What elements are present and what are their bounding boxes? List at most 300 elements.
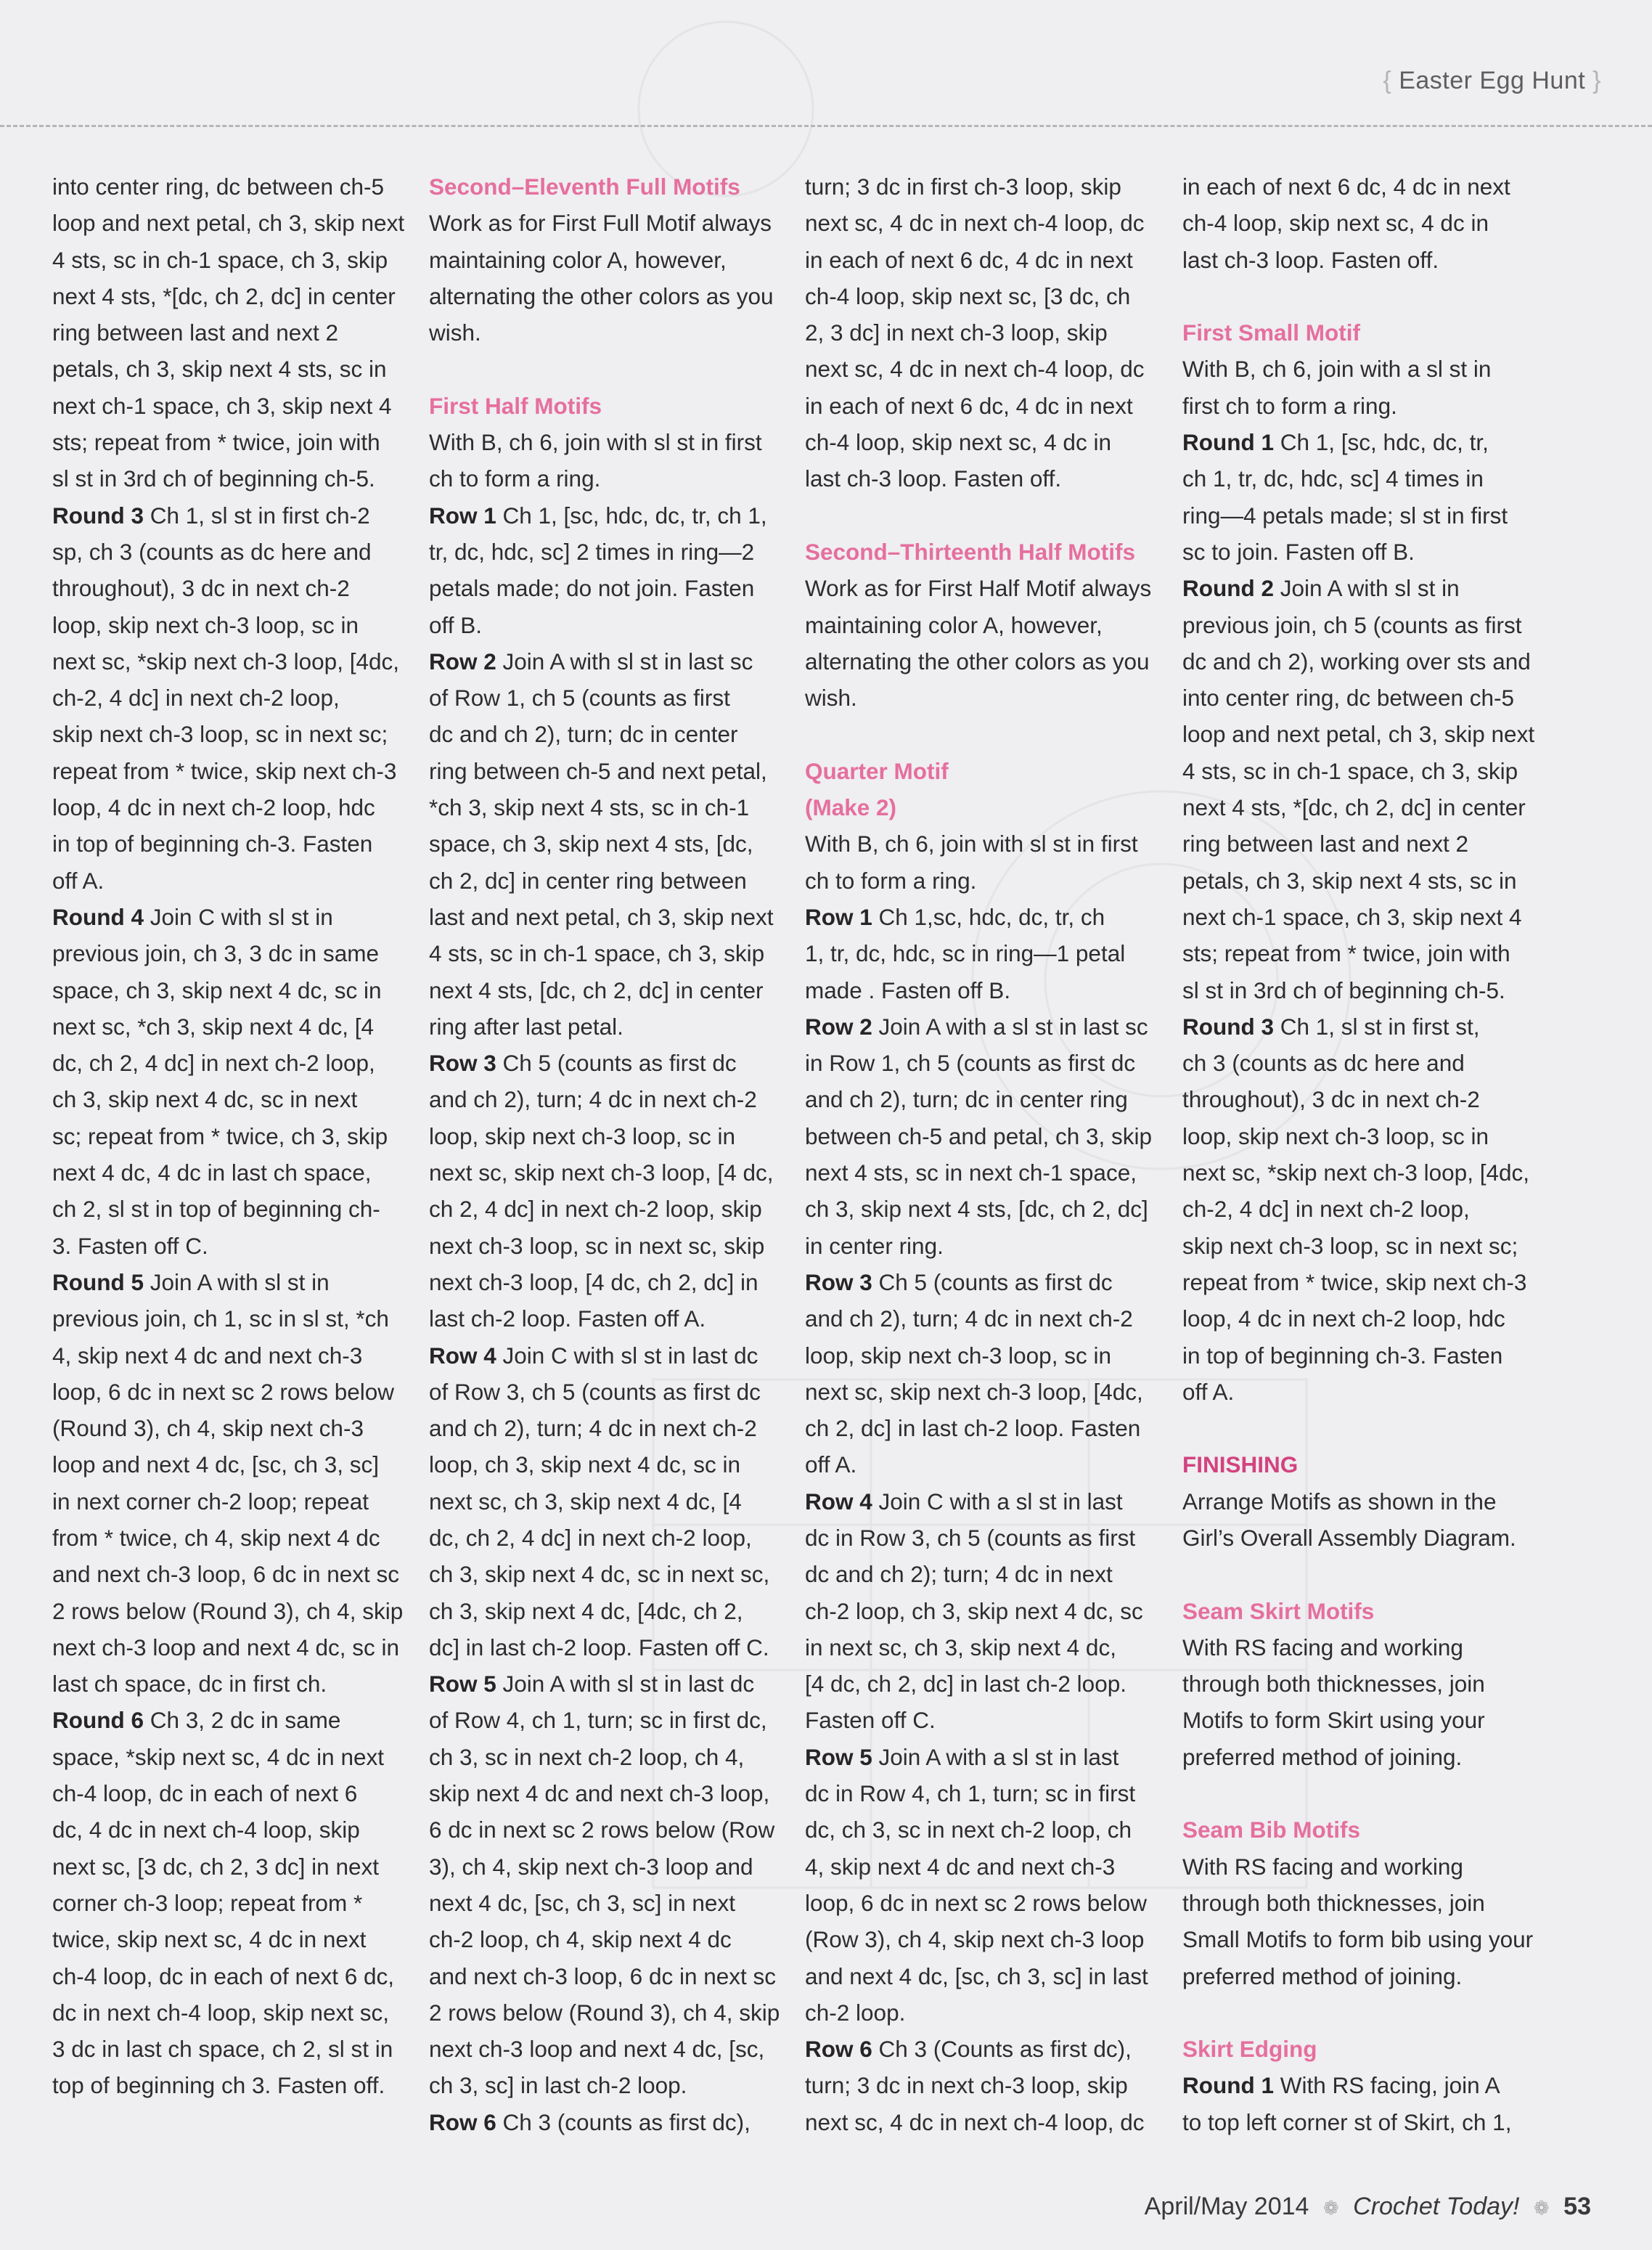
- text-line: [52, 1958, 393, 1994]
- text-line: [1182, 1739, 1524, 1775]
- text-line: [1182, 460, 1524, 497]
- instruction-text: dc in Row 4, ch 1, turn; sc in first: [805, 1780, 1136, 1807]
- instruction-text: ring—4 petals made; sl st in first: [1182, 502, 1508, 529]
- text-line: [1182, 899, 1524, 935]
- heading-text: Quarter Motif: [805, 757, 949, 784]
- heading-text: First Half Motifs: [429, 392, 602, 419]
- text-line: [1182, 1300, 1524, 1337]
- instruction-text: loop and next petal, ch 3, skip next: [1182, 721, 1535, 748]
- text-line: [429, 424, 770, 460]
- instruction-text: ch-2 loop.: [805, 1999, 906, 2026]
- instruction-text: next sc, skip next ch-3 loop, [4 dc,: [429, 1159, 774, 1186]
- text-line: [805, 1739, 1146, 1775]
- text-line: [805, 1045, 1146, 1081]
- text-line: [805, 1483, 1146, 1520]
- instruction-text: *ch 3, skip next 4 sts, sc in ch-1: [429, 794, 750, 821]
- instruction-text: space, *skip next sc, 4 dc in next: [52, 1743, 384, 1770]
- instruction-text: Join C with sl st in: [144, 903, 333, 930]
- text-line: [429, 242, 770, 278]
- text-line: [805, 899, 1146, 935]
- text-line: [805, 1374, 1146, 1410]
- text-line: [52, 899, 393, 935]
- text-line: [805, 168, 1146, 205]
- text-line: [805, 972, 1146, 1008]
- text-line: [1182, 1337, 1524, 1374]
- text-line: [805, 278, 1146, 314]
- text-line: [429, 460, 770, 497]
- instruction-text: of Row 3, ch 5 (counts as first dc: [429, 1378, 761, 1405]
- text-line: [805, 424, 1146, 460]
- text-line: [1182, 1666, 1524, 1702]
- text-line: [429, 1885, 770, 1921]
- instruction-text: Ch 5 (counts as first dc: [872, 1268, 1113, 1295]
- text-line: [429, 2067, 770, 2103]
- instruction-text: previous join, ch 1, sc in sl st, *ch: [52, 1305, 389, 1332]
- step-label: Round 2: [1182, 575, 1274, 602]
- text-line: [805, 1702, 1146, 1738]
- instruction-text: off B.: [429, 611, 482, 638]
- instruction-text: sc; repeat from * twice, ch 3, skip: [52, 1122, 388, 1149]
- text-line: [429, 1775, 770, 1811]
- text-line: [52, 1739, 393, 1775]
- issue-date: April/May 2014: [1144, 2193, 1309, 2220]
- text-line: [429, 1410, 770, 1446]
- text-line: [52, 607, 393, 643]
- text-line: [429, 826, 770, 862]
- instruction-text: next sc, ch 3, skip next 4 dc, [4: [429, 1488, 742, 1515]
- text-line: [805, 1264, 1146, 1300]
- instruction-text: ch 1, tr, dc, hdc, sc] 4 times in: [1182, 465, 1484, 492]
- text-line: [1182, 1154, 1529, 1191]
- step-label: Row 4: [429, 1342, 496, 1369]
- instruction-text: next ch-3 loop and next 4 dc, sc in: [52, 1634, 400, 1660]
- text-line: [805, 1666, 1146, 1702]
- instruction-text: next sc, *skip next ch-3 loop, [4dc,: [1182, 1159, 1529, 1186]
- text-column-1: [52, 168, 405, 2104]
- text-line: [429, 753, 770, 789]
- instruction-text: last ch-3 loop. Fasten off.: [805, 465, 1062, 492]
- text-line: [429, 1958, 777, 1994]
- text-line: [805, 1410, 1146, 1446]
- instruction-text: loop, 6 dc in next sc 2 rows below: [52, 1378, 394, 1405]
- section-heading: [1182, 1593, 1524, 1629]
- instruction-text: ch 2, dc] in last ch-2 loop. Fasten: [805, 1415, 1141, 1442]
- header-divider: [0, 125, 1652, 127]
- text-line: [805, 826, 1146, 862]
- instruction-text: throughout), 3 dc in next ch-2: [1182, 1086, 1480, 1113]
- paragraph-gap: [1182, 1775, 1524, 1811]
- instruction-text: sts; repeat from * twice, join with: [52, 429, 380, 456]
- instruction-text: Join A with a sl st in last: [872, 1743, 1119, 1770]
- instruction-text: first ch to form a ring.: [1182, 392, 1397, 419]
- page-footer: [1145, 2193, 1591, 2221]
- text-line: [52, 1008, 393, 1045]
- instruction-text: in each of next 6 dc, 4 dc in next: [805, 246, 1133, 273]
- step-label: Row 6: [429, 2108, 496, 2135]
- instruction-text: ch 3, skip next 4 dc, [4dc, ch 2,: [429, 1597, 743, 1624]
- instruction-text: skip next 4 dc and next ch-3 loop,: [429, 1780, 770, 1807]
- text-line: [429, 1739, 770, 1775]
- instruction-text: With B, ch 6, join with a sl st in: [1182, 356, 1492, 383]
- instruction-text: Ch 3, 2 dc in same: [144, 1707, 341, 1734]
- instruction-text: through both thicknesses, join: [1182, 1671, 1485, 1697]
- instruction-text: in top of beginning ch-3. Fasten: [1182, 1342, 1503, 1369]
- instruction-text: ch to form a ring.: [429, 465, 601, 492]
- instruction-text: skip next ch-3 loop, sc in next sc;: [52, 721, 388, 748]
- text-line: [52, 242, 393, 278]
- instruction-text: loop, skip next ch-3 loop, sc in: [52, 611, 359, 638]
- instruction-text: 3. Fasten off C.: [52, 1232, 208, 1259]
- instruction-text: and ch 2), turn; 4 dc in next ch-2: [805, 1305, 1133, 1332]
- instruction-text: ch 2, 4 dc] in next ch-2 loop, skip: [429, 1196, 762, 1223]
- text-line: [805, 1811, 1146, 1848]
- text-line: [429, 1666, 770, 1702]
- instruction-text: 4 sts, sc in ch-1 space, ch 3, skip: [52, 246, 388, 273]
- text-line: [1182, 826, 1524, 862]
- heading-text: FINISHING: [1182, 1451, 1299, 1478]
- instruction-text: ch 3, skip next 4 dc, sc in next: [52, 1086, 358, 1113]
- instruction-text: last ch-2 loop. Fasten off A.: [429, 1305, 706, 1332]
- text-line: [429, 1008, 770, 1045]
- text-line: [52, 1629, 400, 1666]
- text-line: [805, 1848, 1146, 1885]
- instruction-text: petals made; do not join. Fasten: [429, 575, 755, 602]
- instruction-text: wish.: [805, 685, 857, 712]
- instruction-text: ch-4 loop, dc in each of next 6 dc,: [52, 1962, 395, 1989]
- instruction-text: Girl’s Overall Assembly Diagram.: [1182, 1524, 1516, 1551]
- instruction-text: maintaining color A, however,: [805, 611, 1103, 638]
- text-line: [1182, 789, 1524, 826]
- text-line: [1182, 351, 1524, 387]
- instruction-text: Join A with sl st in last dc: [496, 1671, 755, 1697]
- text-line: [52, 1994, 393, 2031]
- instruction-text: With B, ch 6, join with sl st in first: [429, 429, 762, 456]
- instruction-text: ch 3, sc in next ch-2 loop, ch 4,: [429, 1743, 745, 1770]
- instruction-text: twice, skip next sc, 4 dc in next: [52, 1926, 367, 1953]
- step-label: Round 3: [52, 502, 144, 529]
- separator-dot-icon: ❁: [1322, 2197, 1339, 2219]
- text-line: [805, 935, 1146, 971]
- text-line: [429, 1702, 770, 1738]
- section-heading: [1182, 1811, 1524, 1848]
- text-line: [1182, 935, 1524, 971]
- text-line: [1182, 242, 1524, 278]
- text-line: [52, 205, 405, 241]
- instruction-text: and next ch-3 loop, 6 dc in next sc: [429, 1962, 777, 1989]
- instruction-text: ch-4 loop, skip next sc, 4 dc in: [805, 429, 1111, 456]
- instruction-text: With RS facing, join A: [1274, 2072, 1500, 2099]
- instruction-text: Work as for First Half Motif always: [805, 575, 1152, 602]
- instruction-text: repeat from * twice, skip next ch-3: [1182, 1268, 1527, 1295]
- instruction-text: and ch 2), turn; dc in center ring: [805, 1086, 1128, 1113]
- text-line: [1182, 643, 1531, 680]
- instruction-text: loop and next 4 dc, [sc, ch 3, sc]: [52, 1451, 379, 1478]
- instruction-text: next sc, 4 dc in next ch-4 loop, dc: [805, 210, 1145, 237]
- instruction-text: ch to form a ring.: [805, 867, 977, 894]
- text-line: [1182, 168, 1524, 205]
- text-line: [429, 1081, 770, 1117]
- instruction-text: ch 3 (counts as dc here and: [1182, 1050, 1465, 1077]
- step-label: Row 1: [429, 502, 496, 529]
- text-line: [429, 1994, 780, 2031]
- instruction-text: and next ch-3 loop, 6 dc in next sc: [52, 1561, 400, 1588]
- instruction-text: in top of beginning ch-3. Fasten: [52, 831, 373, 857]
- instruction-text: ch 2, dc] in center ring between: [429, 867, 747, 894]
- instruction-text: Arrange Motifs as shown in the: [1182, 1488, 1497, 1515]
- text-line: [52, 863, 393, 899]
- text-line: [805, 460, 1146, 497]
- instruction-text: sl st in 3rd ch of beginning ch-5.: [52, 465, 375, 492]
- text-line: [805, 1337, 1146, 1374]
- instruction-text: Ch 3 (Counts as first dc),: [872, 2036, 1132, 2063]
- text-line: [52, 680, 393, 716]
- text-line: [429, 789, 770, 826]
- paragraph-gap: [1182, 1556, 1524, 1592]
- text-line: [805, 1081, 1146, 1117]
- instruction-text: next ch-1 space, ch 3, skip next 4: [1182, 903, 1522, 930]
- heading-text: Seam Skirt Motifs: [1182, 1597, 1375, 1624]
- section-heading: [1182, 2031, 1524, 2067]
- text-line: [805, 1118, 1153, 1154]
- instruction-text: of Row 1, ch 5 (counts as first: [429, 685, 730, 712]
- instruction-text: next sc, skip next ch-3 loop, [4dc,: [805, 1378, 1143, 1405]
- instruction-text: Fasten off C.: [805, 1707, 936, 1734]
- instruction-text: (Round 3), ch 4, skip next ch-3: [52, 1415, 364, 1442]
- instruction-text: next sc, *skip next ch-3 loop, [4dc,: [52, 648, 399, 674]
- text-line: [52, 168, 393, 205]
- text-line: [52, 570, 393, 606]
- instruction-text: off A.: [52, 867, 105, 894]
- instruction-text: loop, skip next ch-3 loop, sc in: [429, 1122, 735, 1149]
- text-line: [1182, 570, 1524, 606]
- instruction-text: in Row 1, ch 5 (counts as first dc: [805, 1050, 1136, 1077]
- instruction-text: 1, tr, dc, hdc, sc in ring—1 petal: [805, 940, 1126, 967]
- text-line: [805, 1921, 1146, 1957]
- text-line: [1182, 205, 1524, 241]
- text-line: [805, 1191, 1146, 1227]
- instruction-text: preferred method of joining.: [1182, 1962, 1463, 1989]
- instruction-text: ring between last and next 2: [52, 319, 339, 346]
- text-line: [1182, 1483, 1524, 1520]
- instruction-text: Join C with sl st in last dc: [496, 1342, 758, 1369]
- instruction-text: next 4 dc, 4 dc in last ch space,: [52, 1159, 372, 1186]
- text-line: [52, 534, 393, 570]
- instruction-text: Ch 1, [sc, hdc, dc, tr,: [1274, 429, 1489, 456]
- instruction-text: preferred method of joining.: [1182, 1743, 1463, 1770]
- instruction-text: [4 dc, ch 2, dc] in last ch-2 loop.: [805, 1671, 1126, 1697]
- text-line: [429, 1045, 770, 1081]
- instruction-text: from * twice, ch 4, skip next 4 dc: [52, 1524, 380, 1551]
- instruction-text: With RS facing and working: [1182, 1853, 1463, 1880]
- instruction-text: loop, skip next ch-3 loop, sc in: [805, 1342, 1111, 1369]
- text-line: [52, 1556, 400, 1592]
- instruction-text: next ch-1 space, ch 3, skip next 4: [52, 392, 392, 419]
- text-column-2: [429, 168, 780, 2140]
- instruction-text: in next sc, ch 3, skip next 4 dc,: [805, 1634, 1116, 1660]
- text-line: [52, 1118, 393, 1154]
- text-line: [52, 1775, 393, 1811]
- instruction-text: With RS facing and working: [1182, 1634, 1463, 1660]
- instruction-text: skip next ch-3 loop, sc in next sc;: [1182, 1232, 1518, 1259]
- text-line: [429, 1593, 770, 1629]
- instruction-text: alternating the other colors as you: [805, 648, 1150, 674]
- heading-text: First Small Motif: [1182, 319, 1361, 346]
- text-line: [52, 643, 399, 680]
- text-line: [429, 1300, 770, 1337]
- text-line: [52, 1264, 393, 1300]
- instruction-text: top of beginning ch 3. Fasten off.: [52, 2072, 385, 2099]
- instruction-text: sc to join. Fasten off B.: [1182, 538, 1415, 565]
- text-line: [805, 1994, 1146, 2031]
- instruction-text: Small Motifs to form bib using your: [1182, 1926, 1534, 1953]
- text-line: [429, 1556, 770, 1592]
- text-line: [52, 278, 396, 314]
- instruction-text: loop and next petal, ch 3, skip next: [52, 210, 405, 237]
- text-line: [805, 570, 1152, 606]
- paragraph-gap: [1182, 1410, 1524, 1446]
- instruction-text: in center ring.: [805, 1232, 944, 1259]
- text-line: [1182, 1374, 1524, 1410]
- step-label: Round 5: [52, 1268, 144, 1295]
- text-line: [1182, 2067, 1524, 2103]
- text-line: [52, 2067, 393, 2103]
- instruction-text: ring between last and next 2: [1182, 831, 1469, 857]
- instruction-text: next 4 sts, *[dc, ch 2, dc] in center: [1182, 794, 1526, 821]
- text-line: [52, 1081, 393, 1117]
- brace-left: {: [1383, 67, 1399, 94]
- text-line: [429, 570, 770, 606]
- text-line: [429, 2104, 770, 2140]
- instruction-text: dc, 4 dc in next ch-4 loop, skip: [52, 1817, 360, 1843]
- text-line: [1182, 1008, 1524, 1045]
- step-label: Row 1: [805, 903, 872, 930]
- text-line: [52, 314, 393, 351]
- step-label: Round 1: [1182, 2072, 1274, 2099]
- instruction-text: repeat from * twice, skip next ch-3: [52, 757, 397, 784]
- instruction-text: Join C with a sl st in last: [872, 1488, 1123, 1515]
- instruction-text: Ch 5 (counts as first dc: [496, 1050, 737, 1077]
- instruction-text: and ch 2), turn; 4 dc in next ch-2: [429, 1086, 757, 1113]
- instruction-text: 2, 3 dc] in next ch-3 loop, skip: [805, 319, 1108, 346]
- text-line: [805, 607, 1146, 643]
- text-line: [429, 1520, 770, 1556]
- text-line: [805, 1775, 1146, 1811]
- text-line: [52, 351, 393, 387]
- step-label: Round 1: [1182, 429, 1274, 456]
- text-line: [52, 1885, 393, 1921]
- instruction-text: next ch-3 loop, sc in next sc, skip: [429, 1232, 765, 1259]
- instruction-text: corner ch-3 loop; repeat from *: [52, 1889, 363, 1916]
- instruction-text: Ch 1, sl st in first ch-2: [144, 502, 370, 529]
- text-line: [52, 424, 393, 460]
- text-line: [52, 1483, 393, 1520]
- text-line: [52, 1848, 393, 1885]
- instruction-text: loop, 4 dc in next ch-2 loop, hdc: [1182, 1305, 1505, 1332]
- instruction-text: 6 dc in next sc 2 rows below (Row: [429, 1817, 775, 1843]
- text-line: [52, 2031, 393, 2067]
- text-line: [52, 1191, 393, 1227]
- heading-text: Second–Thirteenth Half Motifs: [805, 538, 1136, 565]
- section-heading: [429, 168, 770, 205]
- instruction-text: next 4 sts, *[dc, ch 2, dc] in center: [52, 282, 396, 309]
- instruction-text: 3 dc in last ch space, ch 2, sl st in: [52, 2036, 393, 2063]
- text-line: [1182, 1264, 1527, 1300]
- instruction-text: last and next petal, ch 3, skip next: [429, 903, 774, 930]
- text-line: [429, 1264, 770, 1300]
- text-line: [429, 899, 774, 935]
- text-line: [1182, 1921, 1534, 1957]
- text-line: [429, 534, 770, 570]
- text-line: [52, 1593, 404, 1629]
- instruction-text: ch 2, sl st in top of beginning ch-: [52, 1196, 380, 1223]
- instruction-text: space, ch 3, skip next 4 dc, sc in: [52, 977, 382, 1003]
- text-line: [1182, 497, 1524, 534]
- instruction-text: petals, ch 3, skip next 4 sts, sc in: [1182, 867, 1517, 894]
- text-line: [805, 2067, 1146, 2103]
- instruction-text: (Row 3), ch 4, skip next ch-3 loop: [805, 1926, 1145, 1953]
- text-line: [429, 1483, 770, 1520]
- instruction-text: next sc, 4 dc in next ch-4 loop, dc: [805, 2108, 1145, 2135]
- instruction-text: ch-2, 4 dc] in next ch-2 loop,: [1182, 1196, 1470, 1223]
- instruction-text: in next corner ch-2 loop; repeat: [52, 1488, 369, 1515]
- text-line: [52, 1374, 393, 1410]
- instruction-text: sp, ch 3 (counts as dc here and: [52, 538, 372, 565]
- text-line: [1182, 1702, 1524, 1738]
- paragraph-gap: [805, 497, 1146, 534]
- text-line: [52, 497, 393, 534]
- instruction-text: dc and ch 2), turn; dc in center: [429, 721, 738, 748]
- text-line: [429, 1374, 770, 1410]
- text-line: [805, 1446, 1146, 1483]
- heading-text: Skirt Edging: [1182, 2036, 1317, 2063]
- instruction-text: turn; 3 dc in next ch-3 loop, skip: [805, 2072, 1128, 2099]
- text-line: [1182, 680, 1524, 716]
- heading-text: Second–Eleventh Full Motifs: [429, 174, 740, 200]
- text-line: [1182, 1520, 1524, 1556]
- text-column-4: [1182, 168, 1535, 2140]
- instruction-text: Join A with sl st in: [144, 1268, 330, 1295]
- text-line: [52, 716, 393, 752]
- instruction-text: next sc, 4 dc in next ch-4 loop, dc: [805, 356, 1145, 383]
- text-line: [805, 351, 1146, 387]
- instruction-text: sl st in 3rd ch of beginning ch-5.: [1182, 977, 1505, 1003]
- text-line: [1182, 607, 1524, 643]
- text-line: [805, 314, 1146, 351]
- text-line: [429, 1154, 774, 1191]
- instruction-text: next ch-3 loop, [4 dc, ch 2, dc] in: [429, 1268, 758, 1295]
- text-line: [805, 863, 1146, 899]
- heading-text: Seam Bib Motifs: [1182, 1817, 1361, 1843]
- step-label: Row 4: [805, 1488, 872, 1515]
- step-label: Round 3: [1182, 1013, 1274, 1040]
- instruction-text: alternating the other colors as you: [429, 282, 774, 309]
- text-line: [429, 314, 770, 351]
- text-line: [429, 1848, 770, 1885]
- instruction-text: 4 sts, sc in ch-1 space, ch 3, skip: [429, 940, 765, 967]
- instruction-text: Join A with sl st in: [1274, 575, 1460, 602]
- instruction-text: wish.: [429, 319, 481, 346]
- instruction-text: 4, skip next 4 dc and next ch-3: [52, 1342, 363, 1369]
- instruction-text: last ch-3 loop. Fasten off.: [1182, 246, 1439, 273]
- instruction-text: between ch-5 and petal, ch 3, skip: [805, 1122, 1153, 1149]
- instruction-text: dc and ch 2); turn; 4 dc in next: [805, 1561, 1113, 1588]
- section-heading: [1182, 1446, 1524, 1483]
- text-line: [805, 1228, 1146, 1264]
- instruction-text: previous join, ch 3, 3 dc in same: [52, 940, 379, 967]
- paragraph-gap: [1182, 278, 1524, 314]
- instruction-text: ch-2 loop, ch 4, skip next 4 dc: [429, 1926, 732, 1953]
- text-line: [805, 205, 1146, 241]
